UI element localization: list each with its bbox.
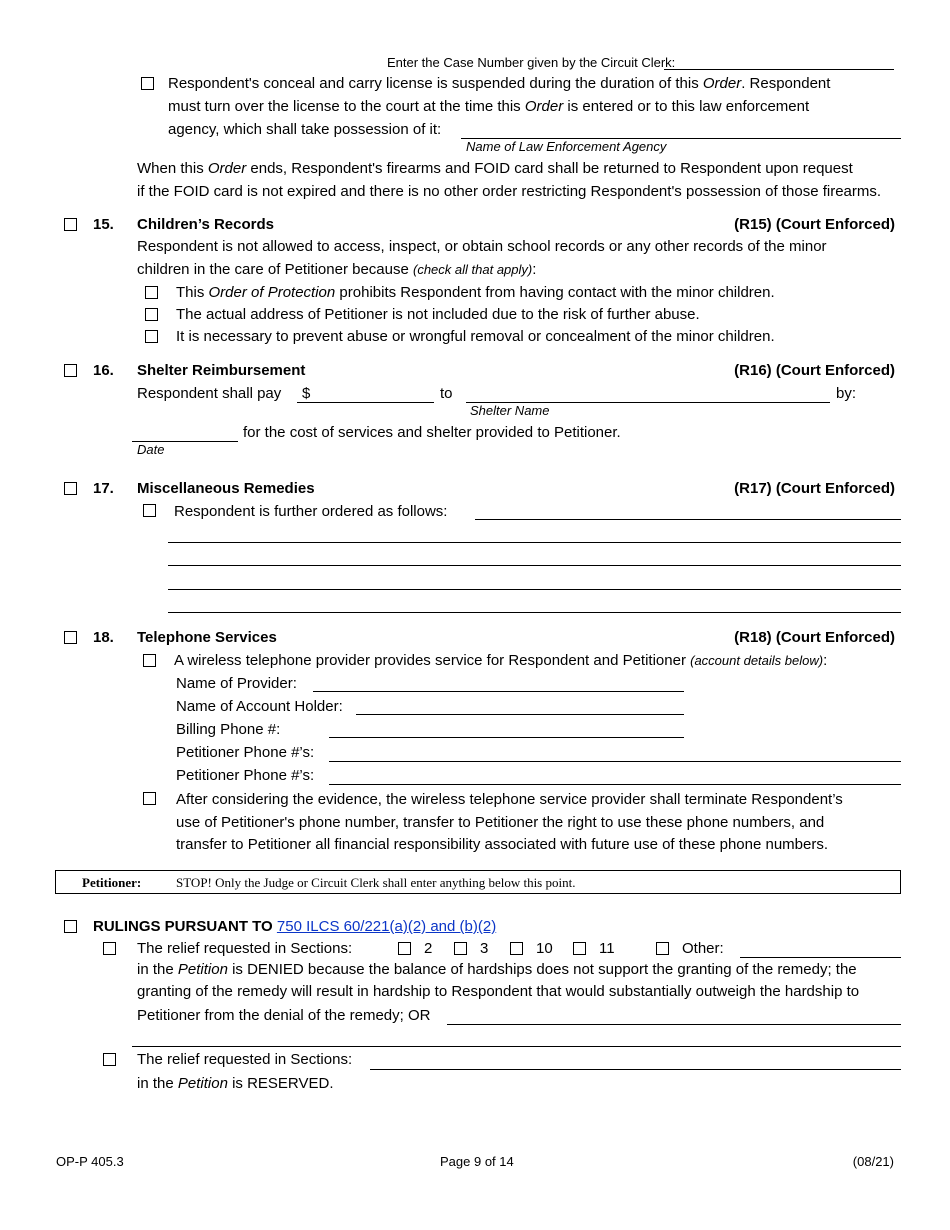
section-3-label: 3	[480, 940, 489, 957]
section-17-number: 17.	[93, 480, 114, 497]
section-17-checkbox[interactable]	[64, 482, 77, 495]
to-label: to	[440, 385, 453, 402]
reserved-sections-label: The relief requested in Sections:	[137, 1051, 353, 1068]
misc-remedy-line2[interactable]	[168, 542, 901, 543]
provider-label: Name of Provider:	[176, 675, 297, 692]
section-2-checkbox[interactable]	[398, 942, 411, 955]
stop-petitioner-label: Petitioner:	[82, 875, 142, 890]
section-15-option2-checkbox[interactable]	[145, 308, 158, 321]
reserved-text: in the Petition is RESERVED.	[137, 1075, 334, 1092]
denied-text-line3: granting of the remedy will result in hardship to Respondent that would substantially outweigh the hardship to	[137, 983, 860, 1000]
agency-caption: Name of Law Enforcement Agency	[466, 139, 667, 154]
section-3-checkbox[interactable]	[454, 942, 467, 955]
section-10-checkbox[interactable]	[510, 942, 523, 955]
section-17-option-checkbox[interactable]	[143, 504, 156, 517]
denied-sections-label: The relief requested in Sections:	[137, 940, 353, 957]
denied-reason-line1[interactable]	[447, 1024, 901, 1025]
conceal-carry-checkbox[interactable]	[141, 77, 154, 90]
provider-field[interactable]	[313, 691, 684, 692]
section-15-title: Children’s Records	[137, 216, 274, 233]
form-date: (08/21)	[852, 1154, 894, 1169]
stop-text: STOP! Only the Judge or Circuit Clerk shall enter anything below this point.	[176, 875, 576, 890]
dollar-sign: $	[302, 385, 311, 402]
section-16-title: Shelter Reimbursement	[137, 362, 306, 379]
section-18-checkbox[interactable]	[64, 631, 77, 644]
section-10-label: 10	[536, 940, 553, 957]
date-caption: Date	[137, 442, 165, 457]
misc-remedy-line4[interactable]	[168, 589, 901, 590]
section-18-option2-line1: After considering the evidence, the wireless telephone service provider shall terminate Respondent’s	[176, 791, 843, 808]
conceal-carry-line1: Respondent's conceal and carry license is suspended during the duration of this Order. Respondent	[168, 75, 831, 92]
section-15-option3: It is necessary to prevent abuse or wrongful removal or concealment of the minor children.	[176, 328, 775, 345]
misc-remedy-line1[interactable]	[475, 519, 901, 520]
reserved-checkbox[interactable]	[103, 1053, 116, 1066]
account-holder-field[interactable]	[356, 714, 684, 715]
section-18-option2-line3: transfer to Petitioner all financial responsibility associated with future use of these phone numbers.	[176, 836, 829, 853]
billing-phone-label: Billing Phone #:	[176, 721, 281, 738]
conceal-carry-line2: must turn over the license to the court at the time this Order is entered or to this law enforcement	[168, 98, 810, 115]
section-2-label: 2	[424, 940, 433, 957]
shelter-caption: Shelter Name	[470, 403, 550, 418]
section-18-option1: A wireless telephone provider provides service for Respondent and Petitioner (account details below):	[174, 652, 828, 669]
section-16-number: 16.	[93, 362, 114, 379]
other-field[interactable]	[740, 957, 901, 958]
conceal-carry-line3: agency, which shall take possession of it:	[168, 121, 442, 138]
denied-checkbox[interactable]	[103, 942, 116, 955]
petitioner-phone-field-2[interactable]	[329, 784, 901, 785]
section-16-checkbox[interactable]	[64, 364, 77, 377]
by-label: by:	[836, 385, 857, 402]
reserved-sections-field[interactable]	[370, 1069, 901, 1070]
order-ends-line2: if the FOID card is not expired and there is no other order restricting Respondent's possession of those firearms.	[137, 183, 882, 200]
section-11-label: 11	[599, 940, 615, 957]
petitioner-phone-label-1: Petitioner Phone #’s:	[176, 744, 315, 761]
section-18-title: Telephone Services	[137, 629, 277, 646]
denied-reason-line2[interactable]	[132, 1046, 901, 1047]
section-15-option2: The actual address of Petitioner is not included due to the risk of further abuse.	[176, 306, 700, 323]
stop-box	[55, 870, 901, 894]
denied-text-line4: Petitioner from the denial of the remedy; OR	[137, 1007, 431, 1024]
section-18-number: 18.	[93, 629, 114, 646]
rulings-heading: RULINGS PURSUANT TO 750 ILCS 60/221(a)(2) and (b)(2)	[93, 918, 497, 935]
case-number-label: Enter the Case Number given by the Circuit Clerk:	[387, 55, 676, 70]
misc-remedy-line5[interactable]	[168, 612, 901, 613]
section-15-code: (R15) (Court Enforced)	[734, 216, 895, 233]
section-11-checkbox[interactable]	[573, 942, 586, 955]
section-16-code: (R16) (Court Enforced)	[734, 362, 895, 379]
section-15-number: 15.	[93, 216, 114, 233]
rulings-statute-link[interactable]: 750 ILCS 60/221(a)(2) and (b)(2)	[276, 918, 497, 935]
section-15-text2: children in the care of Petitioner because (check all that apply):	[137, 261, 537, 278]
rulings-checkbox[interactable]	[64, 920, 77, 933]
form-id: OP-P 405.3	[56, 1154, 124, 1169]
other-checkbox[interactable]	[656, 942, 669, 955]
section-15-option1: This Order of Protection prohibits Respondent from having contact with the minor children.	[176, 284, 775, 301]
section-17-code: (R17) (Court Enforced)	[734, 480, 895, 497]
section-15-checkbox[interactable]	[64, 218, 77, 231]
amount-field[interactable]	[297, 402, 434, 403]
section-15-option3-checkbox[interactable]	[145, 330, 158, 343]
page-number: Page 9 of 14	[440, 1154, 514, 1169]
misc-remedy-line3[interactable]	[168, 565, 901, 566]
other-label: Other:	[682, 940, 724, 957]
section-17-option: Respondent is further ordered as follows:	[174, 503, 448, 520]
account-holder-label: Name of Account Holder:	[176, 698, 343, 715]
section-15-text1: Respondent is not allowed to access, inspect, or obtain school records or any other records of the minor	[137, 238, 827, 255]
denied-text-line2: in the Petition is DENIED because the balance of hardships does not support the granting of the remedy; the	[137, 961, 857, 978]
section-18-option2-line2: use of Petitioner's phone number, transfer to Petitioner the right to use these phone numbers, and	[176, 814, 825, 831]
order-ends-line1: When this Order ends, Respondent's firearms and FOID card shall be returned to Respondent upon request	[137, 160, 853, 177]
case-number-field[interactable]	[664, 69, 894, 70]
pay-label: Respondent shall pay	[137, 385, 282, 402]
section-17-title: Miscellaneous Remedies	[137, 480, 315, 497]
section-18-option1-checkbox[interactable]	[143, 654, 156, 667]
cost-text: for the cost of services and shelter provided to Petitioner.	[243, 424, 621, 441]
section-18-code: (R18) (Court Enforced)	[734, 629, 895, 646]
section-18-option2-checkbox[interactable]	[143, 792, 156, 805]
billing-phone-field[interactable]	[329, 737, 684, 738]
petitioner-phone-field-1[interactable]	[329, 761, 901, 762]
petitioner-phone-label-2: Petitioner Phone #’s:	[176, 767, 315, 784]
section-15-option1-checkbox[interactable]	[145, 286, 158, 299]
